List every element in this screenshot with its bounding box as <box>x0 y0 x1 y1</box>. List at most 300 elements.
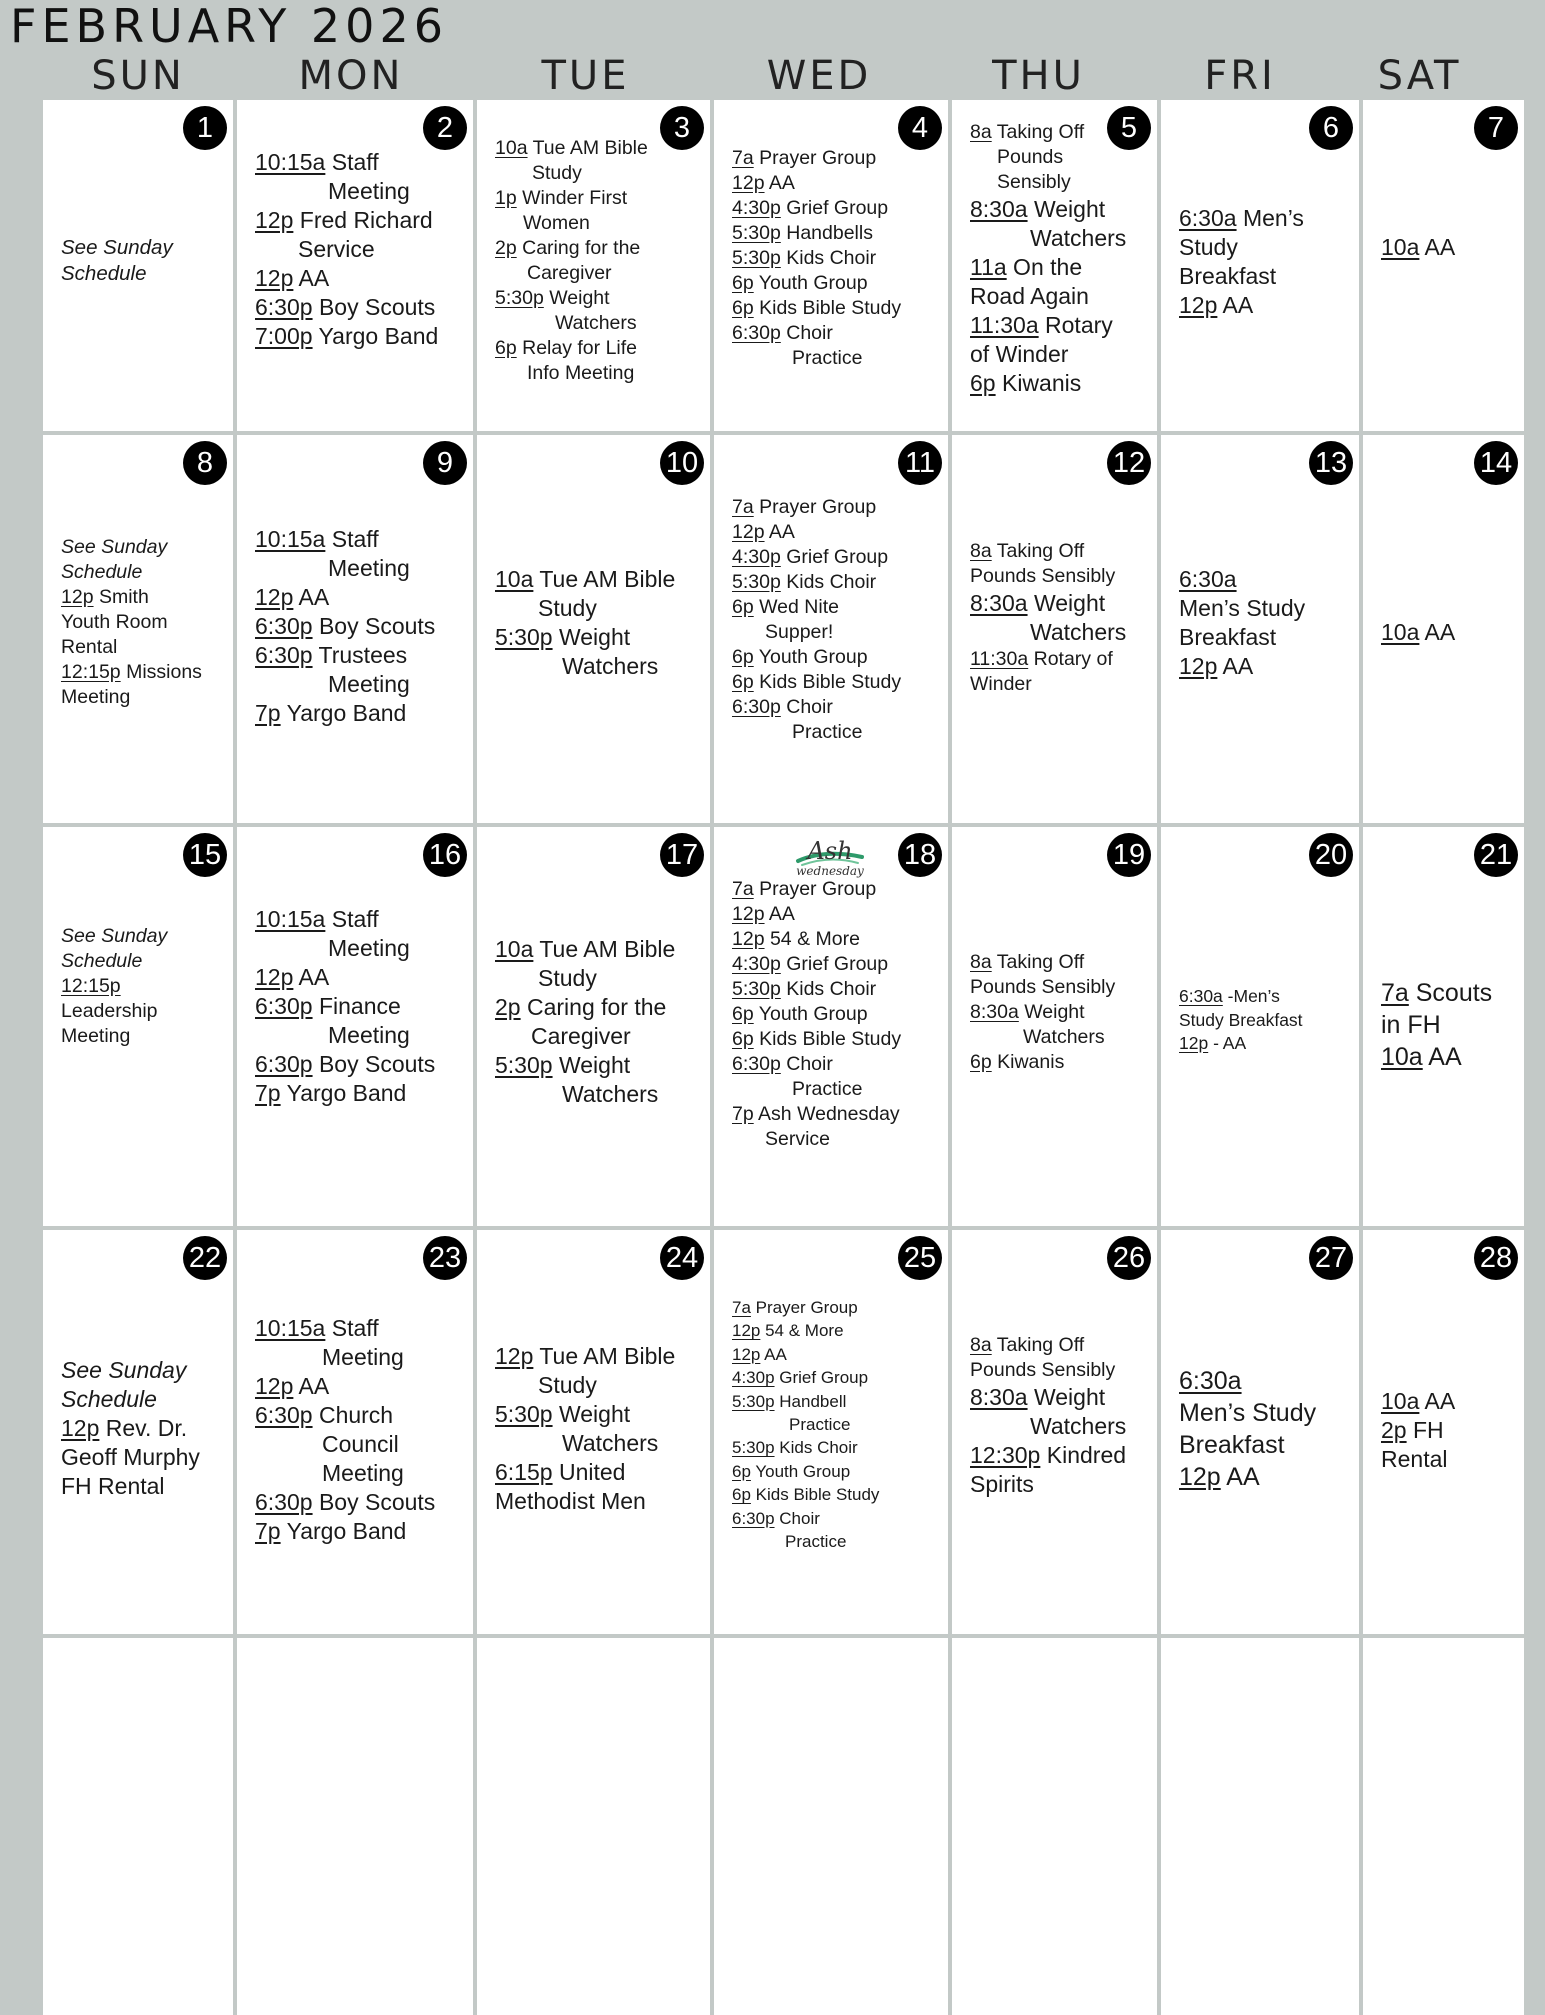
event-title: FH <box>1406 1417 1444 1443</box>
event-title: Tue AM Bible <box>533 1343 676 1369</box>
event-title-cont: Methodist Men <box>495 1488 646 1514</box>
event-item <box>495 565 702 594</box>
event-title: Grief Group <box>774 1368 869 1388</box>
event-title-cont: Youth Room <box>61 611 168 633</box>
event-title: Men’s <box>1236 205 1304 231</box>
event-item <box>970 539 1149 564</box>
event-item <box>732 595 940 620</box>
day-number-badge: 28 <box>1474 1236 1518 1280</box>
day-cell-20 <box>1161 827 1359 1226</box>
event-item <box>255 264 465 293</box>
event-title-cont: Watchers <box>1030 225 1127 251</box>
event-item <box>970 647 1149 672</box>
event-item <box>255 905 465 934</box>
event-title-cont: Pounds Sensibly <box>970 1359 1116 1381</box>
day-cell-10 <box>477 435 710 823</box>
event-title: Taking Off <box>991 540 1085 562</box>
event-time: 12p <box>1179 1463 1221 1491</box>
event-title: Rotary <box>1038 312 1113 338</box>
day-number-badge: 3 <box>660 106 704 150</box>
day-number-badge: 13 <box>1309 441 1353 485</box>
event-time: 12p <box>1179 1033 1209 1053</box>
event-time: 10a <box>495 137 528 159</box>
event-time: 10:15a <box>255 149 326 175</box>
day-cell-1 <box>43 100 233 431</box>
event-item <box>255 699 465 728</box>
event-time: 6p <box>970 1051 992 1073</box>
event-time: 6p <box>495 337 517 359</box>
event-item <box>255 1488 465 1517</box>
day-number-badge: 20 <box>1309 833 1353 877</box>
event-time: 8a <box>970 1334 992 1356</box>
day-number-badge: 25 <box>898 1236 942 1280</box>
weekday-tue: TUE <box>541 53 630 99</box>
empty-day-cell <box>1363 1638 1524 2015</box>
event-note: See Sunday <box>61 925 168 947</box>
event-note: See Sunday <box>61 536 168 558</box>
event-title-cont: Study <box>538 595 597 621</box>
day-cell-6 <box>1161 100 1359 431</box>
event-title: Kids Bible Study <box>753 1028 902 1050</box>
event-time: 6:30p <box>732 322 781 344</box>
day-cell-14 <box>1363 435 1524 823</box>
day-cell-8 <box>43 435 233 823</box>
event-time: 4:30p <box>732 546 781 568</box>
day-events <box>495 136 702 386</box>
event-item <box>732 1507 940 1530</box>
day-events <box>1179 204 1351 320</box>
event-time: 12:15p <box>61 975 121 997</box>
event-time: 2p <box>1381 1417 1407 1443</box>
event-item <box>732 695 940 720</box>
event-title: AA <box>1419 619 1456 645</box>
event-time: 12:30p <box>970 1442 1041 1468</box>
event-title-cont: Meeting <box>61 1025 131 1047</box>
event-time: 8a <box>970 540 992 562</box>
event-item <box>495 186 702 211</box>
event-title: Winder First <box>516 187 628 209</box>
day-events <box>495 1342 702 1516</box>
event-item <box>970 1441 1149 1470</box>
event-item <box>732 1027 940 1052</box>
event-item <box>1381 977 1516 1009</box>
event-title: Prayer Group <box>750 1298 858 1317</box>
event-time: 6:30a <box>1179 986 1223 1006</box>
day-events <box>1179 1365 1351 1493</box>
event-title-cont: Service <box>765 1128 831 1150</box>
event-item <box>1179 985 1351 1009</box>
event-title-cont: Road Again <box>970 283 1089 309</box>
event-time: 8a <box>970 951 992 973</box>
event-item <box>495 993 702 1022</box>
day-cell-5 <box>952 100 1157 431</box>
event-title-cont: Caregiver <box>527 262 612 284</box>
event-note: See Sunday <box>61 1357 187 1383</box>
event-title-cont: Info Meeting <box>527 362 635 384</box>
day-number-badge: 18 <box>898 833 942 877</box>
event-title: Kids Choir <box>780 978 877 1000</box>
event-title-cont: Service <box>298 236 375 262</box>
event-title-cont: Study <box>532 162 582 184</box>
day-cell-27 <box>1161 1230 1359 1634</box>
event-time: 6p <box>732 297 754 319</box>
event-title: Tue AM Bible <box>533 936 676 962</box>
calendar-grid <box>43 100 1513 1999</box>
event-item <box>970 369 1149 398</box>
event-item <box>732 902 940 927</box>
event-item <box>495 1458 702 1487</box>
event-item <box>1179 1032 1351 1056</box>
event-title: Youth Group <box>753 272 868 294</box>
day-number-badge: 10 <box>660 441 704 485</box>
day-events <box>1381 1387 1516 1474</box>
event-title: -Men’s <box>1222 986 1280 1006</box>
event-item <box>1179 652 1351 681</box>
event-item <box>61 1414 225 1443</box>
day-events <box>255 1314 465 1546</box>
event-title: Staff <box>325 526 379 552</box>
day-events <box>495 935 702 1109</box>
day-events <box>255 525 465 728</box>
event-time: 2p <box>495 237 517 259</box>
day-number-badge: 26 <box>1107 1236 1151 1280</box>
event-title: Grief Group <box>780 197 889 219</box>
event-time: 8:30a <box>970 196 1028 222</box>
day-number-badge: 15 <box>183 833 227 877</box>
event-item <box>255 612 465 641</box>
event-item <box>495 935 702 964</box>
weekday-sat: SAT <box>1377 53 1462 99</box>
event-time: 5:30p <box>732 247 781 269</box>
event-item <box>970 589 1149 618</box>
event-item <box>732 1436 940 1459</box>
event-title: AA <box>764 903 795 925</box>
event-item <box>732 1319 940 1342</box>
event-note: Schedule <box>61 561 143 583</box>
event-item <box>732 877 940 902</box>
event-title: Taking Off <box>991 1334 1085 1356</box>
event-time: 12p <box>732 521 765 543</box>
day-events <box>732 1296 940 1553</box>
event-title: Rev. Dr. <box>99 1415 188 1441</box>
weekday-header-row <box>43 52 1500 100</box>
event-item <box>255 1314 465 1343</box>
event-title-cont: Practice <box>792 1078 863 1100</box>
event-title-cont: Watchers <box>562 1081 659 1107</box>
event-time: 7a <box>732 878 754 900</box>
event-title-cont: in FH <box>1381 1011 1441 1039</box>
event-title-cont: Meeting <box>328 555 410 581</box>
event-item <box>970 1050 1149 1075</box>
event-item <box>255 641 465 670</box>
event-item <box>732 570 940 595</box>
day-number-badge: 4 <box>898 106 942 150</box>
day-number-badge: 11 <box>898 441 942 485</box>
event-title: Choir <box>780 696 833 718</box>
event-title-cont: Council <box>322 1431 399 1457</box>
event-title: Kids Choir <box>774 1438 858 1458</box>
event-time: 7a <box>732 147 754 169</box>
event-time: 4:30p <box>732 953 781 975</box>
event-item <box>255 1079 465 1108</box>
event-title: Kiwanis <box>991 1051 1065 1073</box>
day-number-badge: 14 <box>1474 441 1518 485</box>
event-title: Weight <box>552 1401 631 1427</box>
day-events <box>970 539 1149 697</box>
event-item <box>732 1102 940 1127</box>
event-time: 8:30a <box>970 1001 1019 1023</box>
event-time: 12p <box>255 584 294 610</box>
event-title: AA <box>1217 653 1254 679</box>
event-item <box>495 1400 702 1429</box>
event-item <box>732 977 940 1002</box>
event-time: 5:30p <box>495 1052 553 1078</box>
event-item <box>1381 1416 1516 1445</box>
event-item <box>970 1383 1149 1412</box>
event-time: 6:30p <box>255 1489 313 1515</box>
event-title-cont: Meeting <box>322 1460 404 1486</box>
event-title: Wed Nite <box>753 596 839 618</box>
event-time: 7a <box>1381 979 1409 1007</box>
empty-day-cell <box>714 1638 948 2015</box>
event-item <box>255 148 465 177</box>
event-title: Tue AM Bible <box>533 566 676 592</box>
event-time: 10a <box>1381 1388 1420 1414</box>
event-time: 5:30p <box>495 1401 553 1427</box>
event-title: Finance <box>312 993 401 1019</box>
event-time: 12p <box>61 1415 100 1441</box>
event-title: Choir <box>774 1508 820 1528</box>
event-item <box>732 495 940 520</box>
ash-logo-subtext: wednesday <box>796 864 864 878</box>
event-title-cont: Men’s Study <box>1179 595 1306 621</box>
event-title: Weight <box>1018 1001 1085 1023</box>
event-title: 54 & More <box>760 1321 844 1341</box>
day-number-badge: 6 <box>1309 106 1353 150</box>
event-title-cont: Meeting <box>328 178 410 204</box>
event-title: Fred Richard <box>293 207 433 233</box>
event-time: 6p <box>732 1461 751 1481</box>
event-title: Choir <box>780 322 833 344</box>
event-title-cont: Women <box>523 212 590 234</box>
event-time: 6:30a <box>1179 1367 1242 1395</box>
event-item <box>255 963 465 992</box>
event-time: 6:30p <box>255 1402 313 1428</box>
day-number-badge: 24 <box>660 1236 704 1280</box>
day-number-badge: 19 <box>1107 833 1151 877</box>
day-events <box>1179 565 1351 681</box>
page-title: FEBRUARY 2026 <box>10 0 448 53</box>
day-cell-13 <box>1161 435 1359 823</box>
event-title: Kids Choir <box>780 247 877 269</box>
day-cell-23 <box>237 1230 473 1634</box>
event-item <box>732 221 940 246</box>
event-time: 5:30p <box>732 571 781 593</box>
event-time: 11:30a <box>970 648 1029 670</box>
event-time: 4:30p <box>732 197 781 219</box>
event-time: 5:30p <box>732 1438 775 1458</box>
event-item <box>732 1296 940 1319</box>
event-title-cont: Caregiver <box>531 1023 631 1049</box>
event-title: Staff <box>325 1315 379 1341</box>
event-title: Boy Scouts <box>312 1051 436 1077</box>
event-title: Kids Bible Study <box>753 671 902 693</box>
event-title: Grief Group <box>780 953 889 975</box>
event-title: Prayer Group <box>753 147 877 169</box>
event-title: Choir <box>780 1053 833 1075</box>
event-time: 6p <box>732 1003 754 1025</box>
event-title: Weight <box>543 287 610 309</box>
event-item <box>732 645 940 670</box>
event-title: Boy Scouts <box>312 613 436 639</box>
event-item <box>732 952 940 977</box>
day-number-badge: 16 <box>423 833 467 877</box>
event-item <box>732 196 940 221</box>
event-title: AA <box>293 584 330 610</box>
event-item <box>1179 291 1351 320</box>
event-item <box>255 1517 465 1546</box>
event-title: Boy Scouts <box>312 1489 436 1515</box>
event-title: Scouts <box>1408 979 1493 1007</box>
empty-day-cell <box>477 1638 710 2015</box>
event-time: 10a <box>1381 1043 1423 1071</box>
event-item <box>732 670 940 695</box>
event-time: 6:30p <box>255 642 313 668</box>
day-events <box>61 535 225 710</box>
event-title-cont: Men’s Study <box>1179 1399 1317 1427</box>
event-item <box>1381 618 1516 647</box>
day-events <box>1381 618 1516 647</box>
event-title-cont: Study <box>1179 234 1238 260</box>
event-item <box>970 311 1149 340</box>
day-number-badge: 8 <box>183 441 227 485</box>
day-events <box>970 950 1149 1075</box>
day-cell-9 <box>237 435 473 823</box>
event-title-cont: Practice <box>785 1532 847 1552</box>
event-title: Yargo Band <box>312 323 439 349</box>
event-title: Kids Choir <box>780 571 877 593</box>
event-item <box>61 660 225 685</box>
weekday-mon: MON <box>298 53 404 99</box>
empty-day-cell <box>1161 1638 1359 2015</box>
day-number-badge: 2 <box>423 106 467 150</box>
event-item <box>495 623 702 652</box>
day-number-badge: 23 <box>423 1236 467 1280</box>
event-item <box>970 120 1149 145</box>
event-time: 10a <box>495 936 534 962</box>
event-item <box>1381 233 1516 262</box>
event-item <box>495 286 702 311</box>
event-item <box>970 253 1149 282</box>
event-item <box>255 992 465 1021</box>
event-time: 6p <box>732 272 754 294</box>
event-title: Kiwanis <box>995 370 1082 396</box>
event-time: 12p <box>255 964 294 990</box>
event-title-cont: Meeting <box>328 935 410 961</box>
day-cell-15 <box>43 827 233 1226</box>
event-time: 12p <box>61 586 94 608</box>
event-time: 12:15p <box>61 661 121 683</box>
event-title-cont: Rental <box>1381 1446 1448 1472</box>
event-time: 6:30p <box>255 993 313 1019</box>
event-item <box>255 293 465 322</box>
event-time: 12p <box>732 1344 761 1364</box>
event-title-cont: Watchers <box>1030 1413 1127 1439</box>
event-item <box>732 146 940 171</box>
event-time: 10:15a <box>255 906 326 932</box>
event-title-cont: Study <box>538 965 597 991</box>
event-item <box>495 236 702 261</box>
event-title: Yargo Band <box>280 700 407 726</box>
event-time: 6:30p <box>732 696 781 718</box>
day-cell-7 <box>1363 100 1524 431</box>
event-title-cont: Practice <box>792 721 863 743</box>
event-time: 6:30p <box>732 1508 775 1528</box>
event-item <box>970 1000 1149 1025</box>
day-cell-17 <box>477 827 710 1226</box>
event-note: Schedule <box>61 1386 157 1412</box>
day-events <box>61 924 225 1049</box>
event-title: Weight <box>1027 1384 1106 1410</box>
weekday-thu: THU <box>992 53 1085 99</box>
event-item <box>732 321 940 346</box>
event-title-cont: FH Rental <box>61 1473 165 1499</box>
day-events <box>1381 977 1516 1073</box>
event-title-cont: Geoff Murphy <box>61 1444 200 1470</box>
event-title-cont: Pounds <box>997 146 1064 168</box>
event-title: Weight <box>552 624 631 650</box>
day-events <box>61 235 225 286</box>
event-item <box>1381 1041 1516 1073</box>
day-events <box>1381 233 1516 262</box>
event-title: AA <box>764 172 795 194</box>
day-cell-24 <box>477 1230 710 1634</box>
event-title: Weight <box>1027 196 1106 222</box>
event-time: 7p <box>732 1103 754 1125</box>
event-time: 7p <box>255 1080 281 1106</box>
event-time: 6:30a <box>1179 205 1237 231</box>
event-title: AA <box>1419 234 1456 260</box>
event-time: 7a <box>732 1298 751 1317</box>
event-title: Church <box>312 1402 394 1428</box>
event-title: 54 & More <box>764 928 860 950</box>
event-item <box>61 974 225 999</box>
event-title-cont: Watchers <box>562 1430 659 1456</box>
event-item <box>732 1483 940 1506</box>
event-title: Handbells <box>780 222 873 244</box>
event-time: 6:30a <box>1179 566 1237 592</box>
day-cell-26 <box>952 1230 1157 1634</box>
day-events <box>495 565 702 681</box>
event-title-cont: Spirits <box>970 1471 1034 1497</box>
event-title: Ash Wednesday <box>753 1103 900 1125</box>
event-title: Prayer Group <box>753 878 877 900</box>
event-title: Weight <box>552 1052 631 1078</box>
event-time: 12p <box>732 172 765 194</box>
day-number-badge: 27 <box>1309 1236 1353 1280</box>
event-item <box>1381 1387 1516 1416</box>
event-title-cont: Breakfast <box>1179 263 1277 289</box>
event-time: 7a <box>732 496 754 518</box>
event-time: 12p <box>255 207 294 233</box>
day-events <box>61 1356 225 1501</box>
day-cell-28 <box>1363 1230 1524 1634</box>
event-title: Taking Off <box>991 951 1085 973</box>
day-events <box>970 1333 1149 1499</box>
event-item <box>732 1460 940 1483</box>
event-title-cont: Watchers <box>562 653 659 679</box>
event-title-cont: Meeting <box>322 1344 404 1370</box>
